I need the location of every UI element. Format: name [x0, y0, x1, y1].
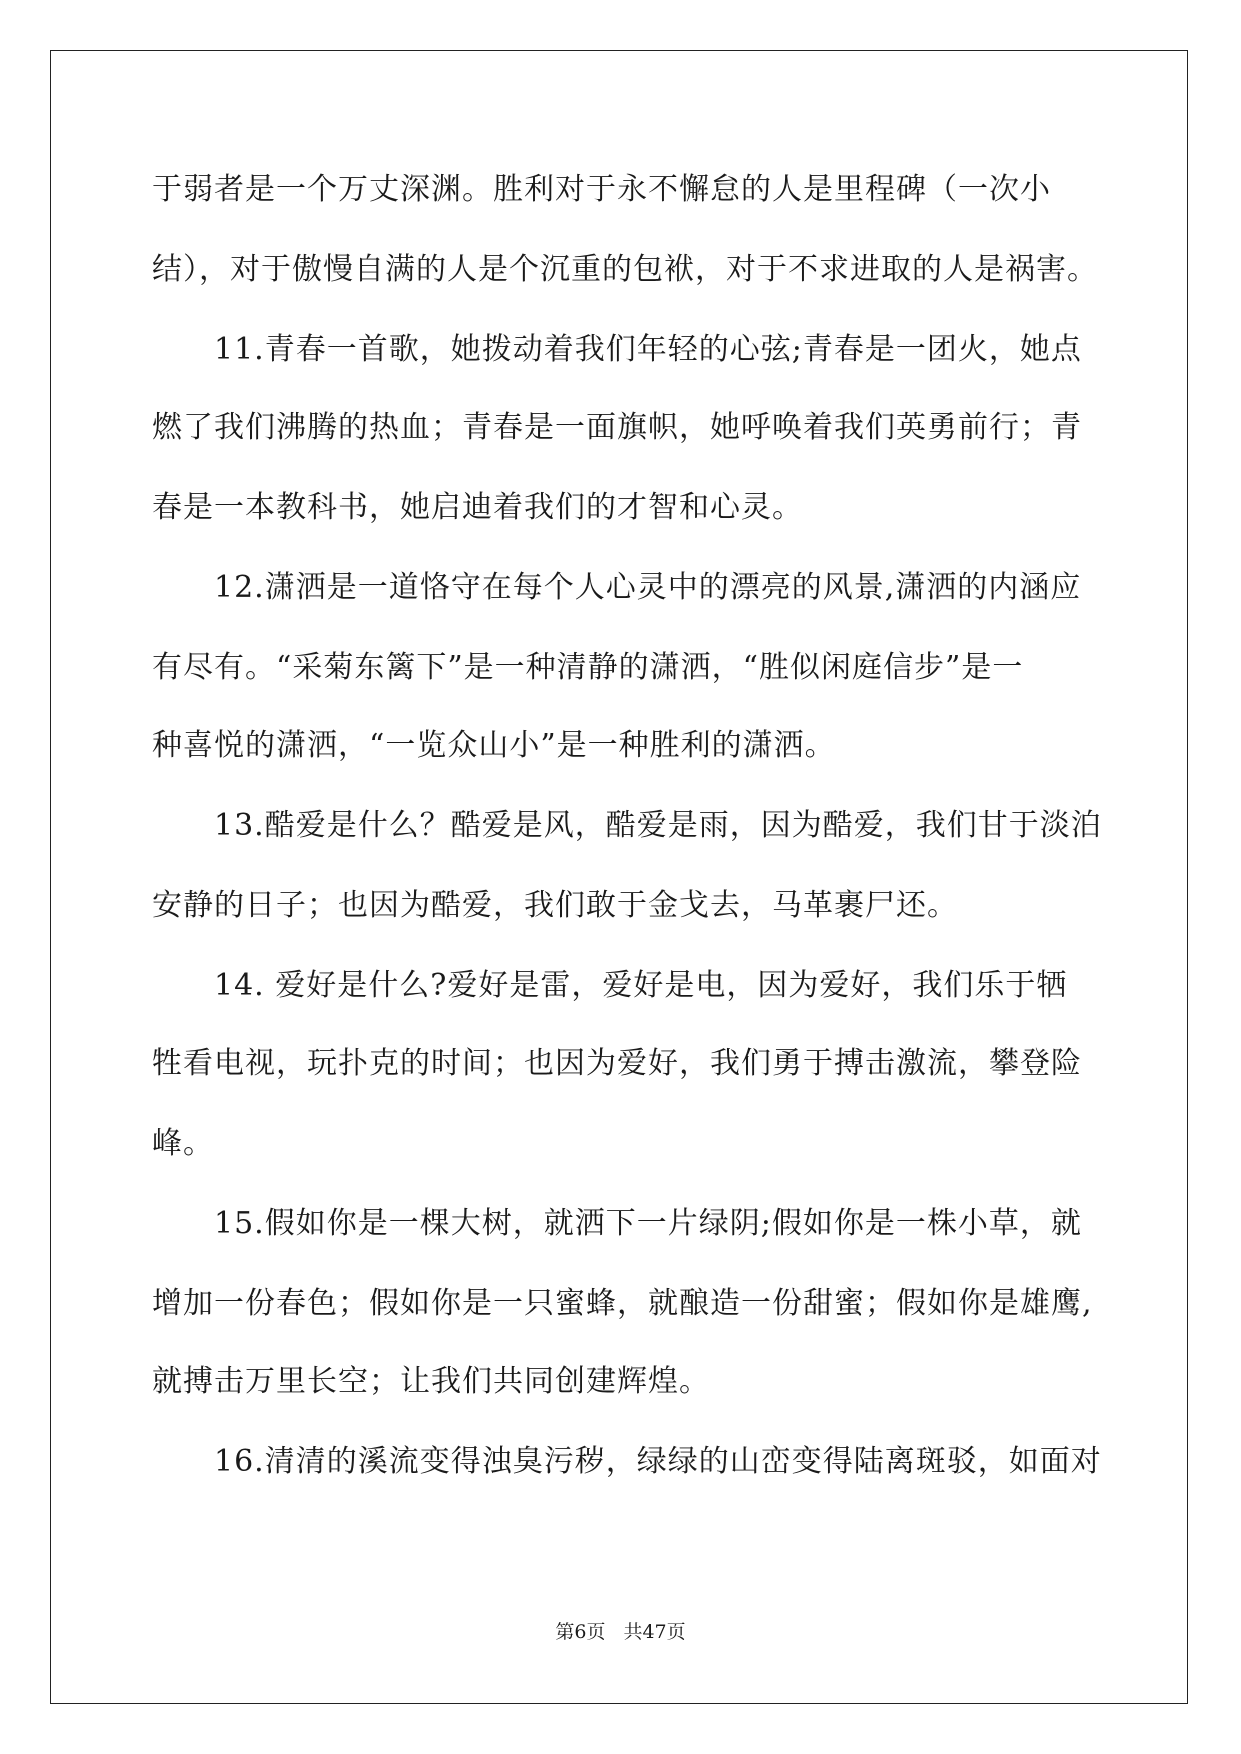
- text-line: 结），对于傲慢自满的人是个沉重的包袱，对于不求进取的人是祸害。: [152, 252, 1098, 287]
- paragraph-start-line: 16.清清的溪流变得浊臭污秽，绿绿的山峦变得陆离斑驳，如面对: [214, 1444, 1102, 1479]
- page-number: 第6页: [555, 1621, 606, 1643]
- text-line: 就搏击万里长空；让我们共同创建辉煌。: [152, 1364, 710, 1399]
- text-line: 燃了我们沸腾的热血；青春是一面旗帜，她呼唤着我们英勇前行；青: [152, 410, 1082, 445]
- text-line: 有尽有。“采菊东篱下”是一种清静的潇洒，“胜似闲庭信步”是一: [152, 650, 1024, 685]
- text-line: 峰。: [152, 1126, 214, 1161]
- text-line: 于弱者是一个万丈深渊。胜利对于永不懈怠的人是里程碑（一次小: [152, 172, 1051, 207]
- text-line: 增加一份春色；假如你是一只蜜蜂，就酿造一份甜蜜；假如你是雄鹰,: [152, 1286, 1093, 1321]
- text-line: 安静的日子；也因为酷爱，我们敢于金戈去，马革裹尸还。: [152, 888, 958, 923]
- paragraph-start-line: 15.假如你是一棵大树，就洒下一片绿阴;假如你是一株小草，就: [214, 1206, 1082, 1241]
- paragraph-start-line: 11.青春一首歌，她拨动着我们年轻的心弦;青春是一团火，她点: [214, 332, 1082, 367]
- paragraph-start-line: 12.潇洒是一道恪守在每个人心灵中的漂亮的风景,潇洒的内涵应: [214, 570, 1082, 605]
- page-total: 共47页: [623, 1621, 686, 1643]
- text-line: 春是一本教科书，她启迪着我们的才智和心灵。: [152, 490, 803, 525]
- paragraph-start-line: 14. 爱好是什么?爱好是雷，爱好是电，因为爱好，我们乐于牺: [214, 968, 1068, 1003]
- page-footer: [0, 1617, 1241, 1644]
- text-line: 牲看电视，玩扑克的时间；也因为爱好，我们勇于搏击激流，攀登险: [152, 1046, 1082, 1081]
- text-line: 种喜悦的潇洒，“一览众山小”是一种胜利的潇洒。: [152, 728, 836, 763]
- paragraph-start-line: 13.酷爱是什么？酷爱是风，酷爱是雨，因为酷爱，我们甘于淡泊: [214, 808, 1102, 843]
